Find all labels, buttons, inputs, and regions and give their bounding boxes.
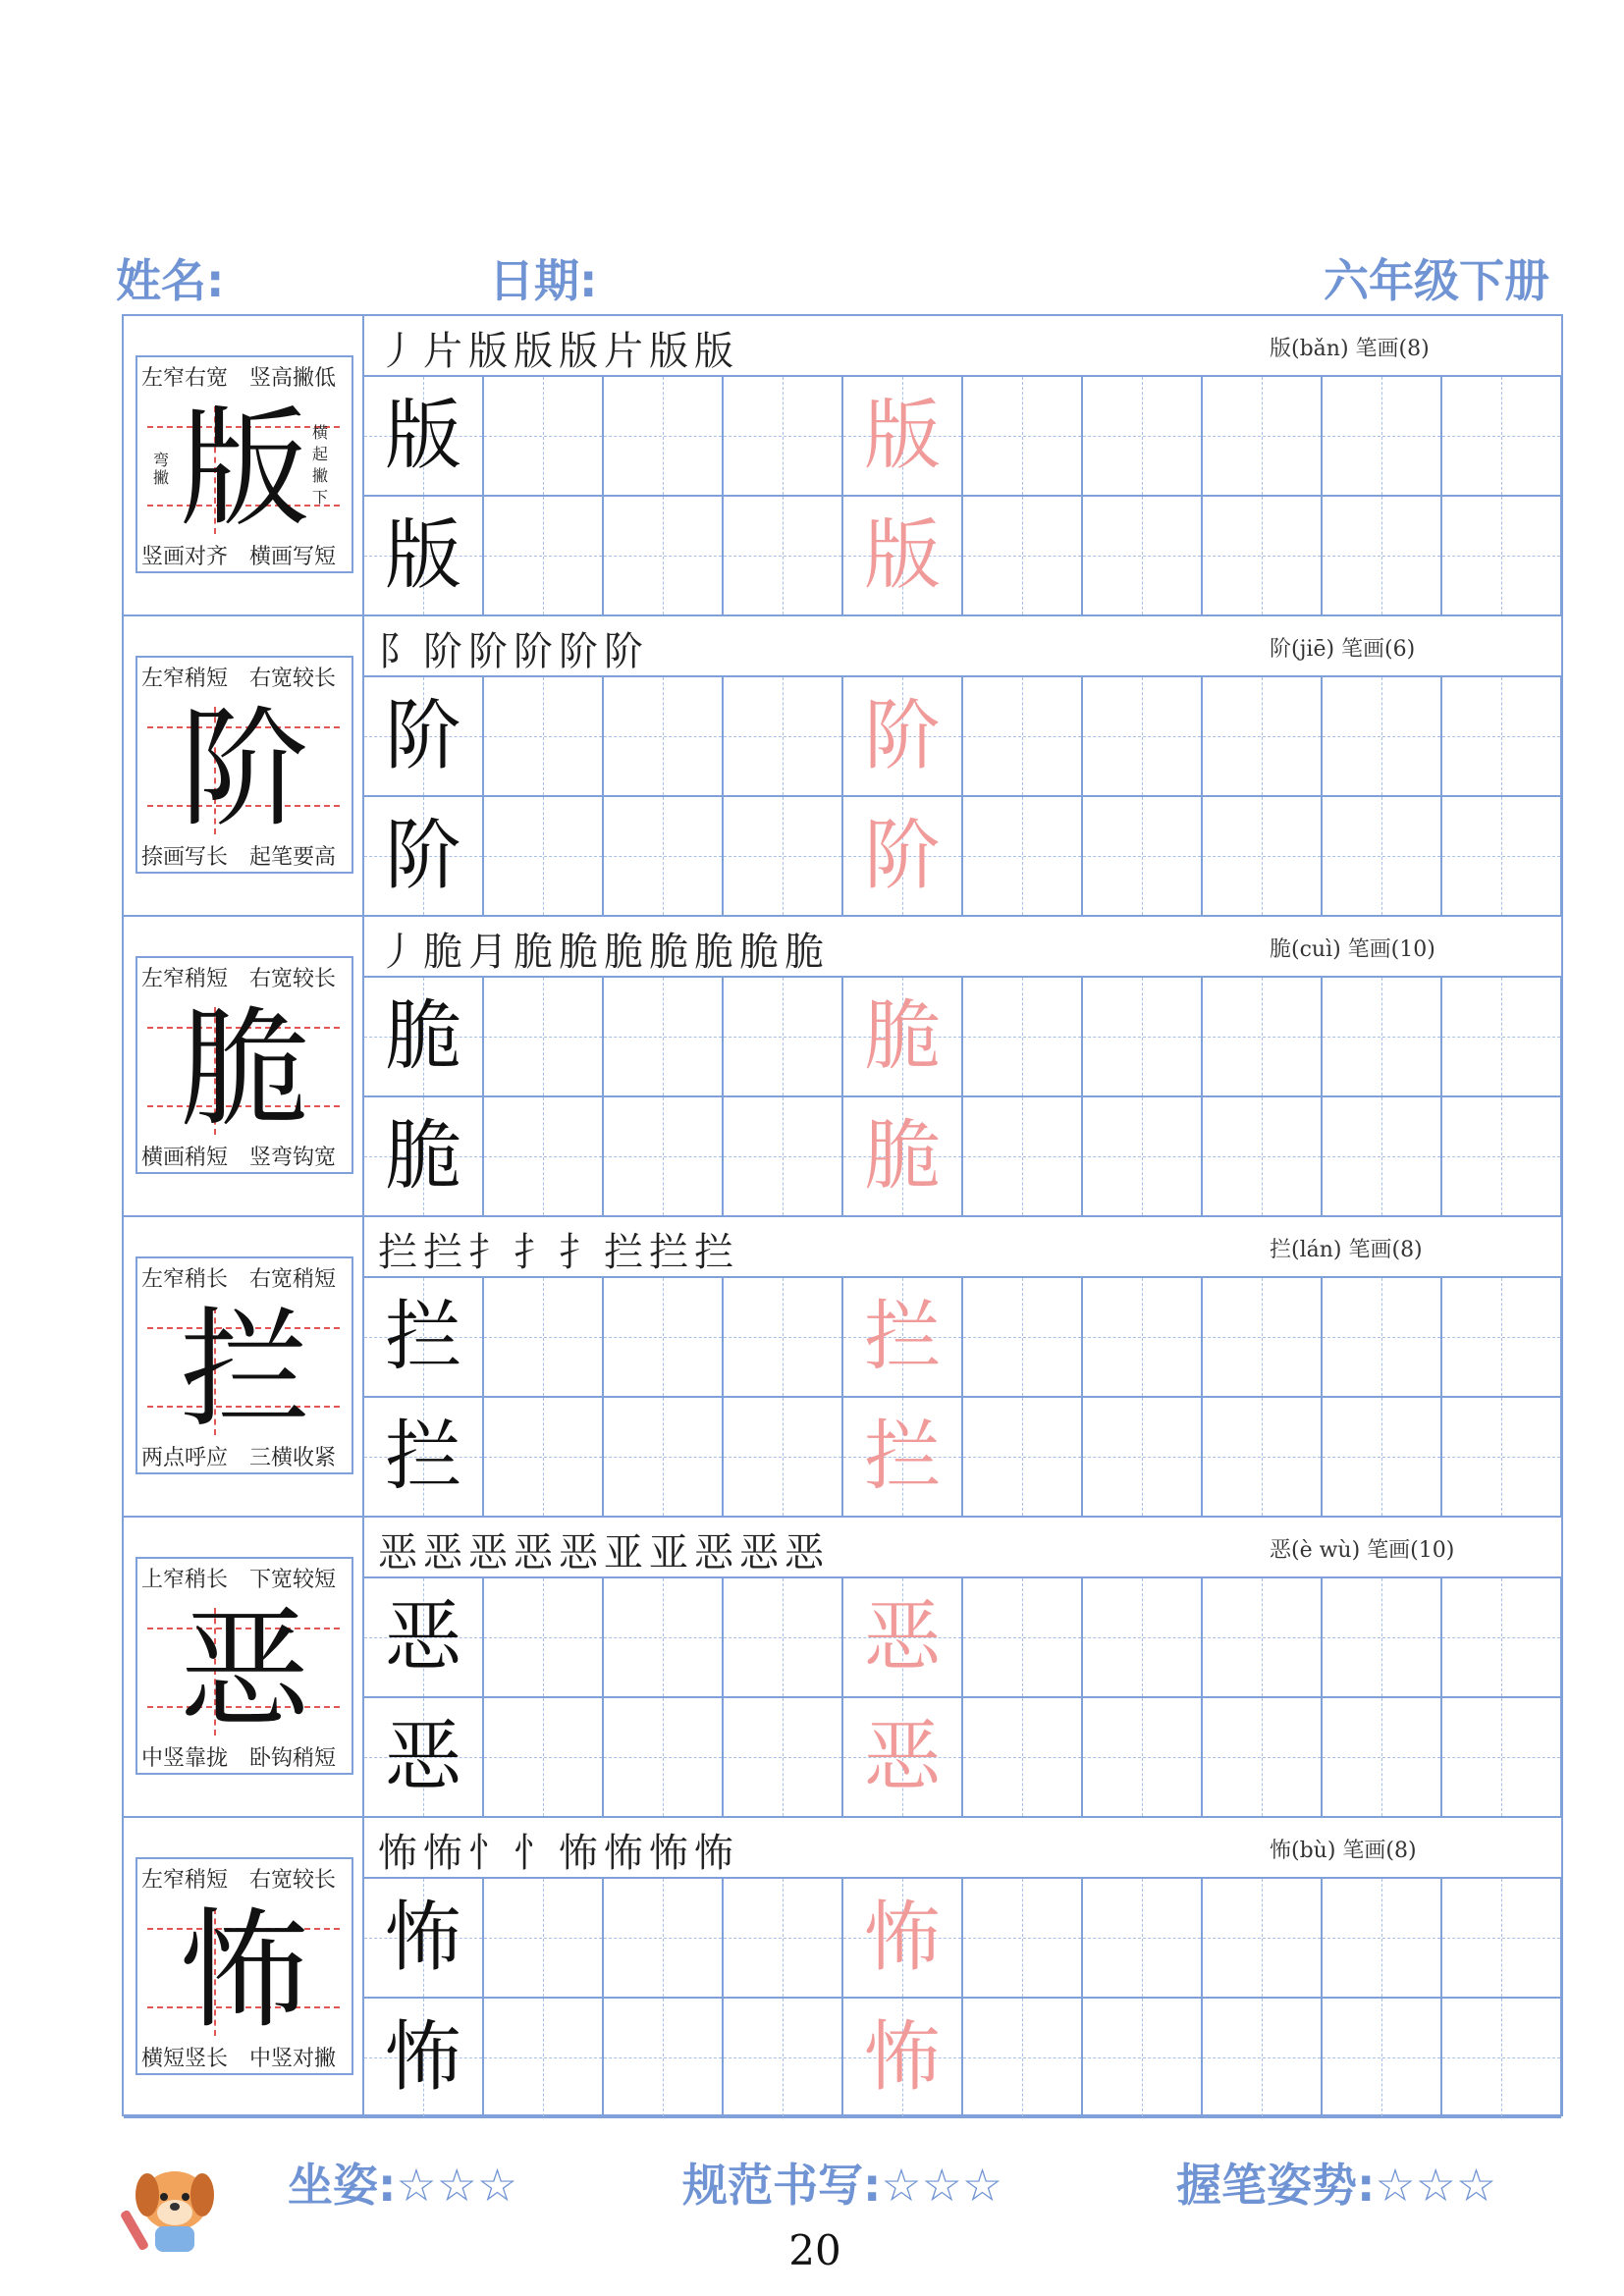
practice-cell[interactable]: [1323, 978, 1442, 1095]
stroke-order-row: [364, 1217, 1561, 1278]
tip-bottom-left: 竖画对齐: [141, 545, 229, 569]
sample-character: 恶: [384, 1593, 461, 1682]
practice-cell[interactable]: [1442, 978, 1562, 1095]
practice-cell[interactable]: [1323, 377, 1442, 495]
practice-cell[interactable]: [963, 677, 1083, 795]
stroke-order-row: [364, 316, 1561, 377]
tip-bottom-left: 中竖靠拢: [141, 1746, 229, 1771]
tip-top-left: 左窄右宽: [141, 366, 229, 391]
practice-cell[interactable]: [364, 1999, 484, 2116]
tip-top-right: 下宽较短: [249, 1568, 337, 1592]
sample-character: 阶: [384, 692, 461, 780]
practice-cell[interactable]: [484, 1278, 604, 1396]
model-character: 版: [180, 394, 309, 545]
practice-cell[interactable]: [484, 1879, 604, 1997]
tip-panel: [124, 1217, 364, 1518]
practice-cell[interactable]: [484, 377, 604, 495]
practice-row: [364, 1698, 1561, 1818]
sample-character: 恶: [384, 1713, 461, 1801]
practice-cell[interactable]: [843, 1999, 963, 2116]
tip-bottom-right: 起笔要高: [249, 845, 337, 870]
practice-cell[interactable]: [484, 677, 604, 795]
practice-row: [364, 1999, 1561, 2118]
sitting-posture-label: [288, 2150, 517, 2215]
practice-cell[interactable]: [364, 1278, 484, 1396]
model-character: 怖: [180, 1896, 309, 2047]
side-note-left: 弯撇: [153, 451, 170, 487]
practice-cell[interactable]: [1442, 677, 1562, 795]
practice-cell[interactable]: [1083, 1097, 1203, 1215]
practice-cell[interactable]: [1442, 1578, 1562, 1696]
puppy-mascot-icon: [116, 2140, 232, 2258]
practice-cell[interactable]: [1323, 1999, 1442, 2116]
practice-cell[interactable]: [843, 1879, 963, 1997]
practice-cell[interactable]: [963, 797, 1083, 915]
practice-cell[interactable]: [1083, 797, 1203, 915]
page-number: 20: [788, 2226, 841, 2274]
writing-stars: ☆☆☆: [881, 2159, 1003, 2212]
practice-cell[interactable]: [1323, 797, 1442, 915]
character-block: [124, 316, 1561, 616]
practice-cell[interactable]: [604, 1278, 724, 1396]
practice-cell[interactable]: [1083, 1879, 1203, 1997]
practice-cell[interactable]: [843, 797, 963, 915]
practice-cell[interactable]: [843, 1097, 963, 1215]
practice-cell[interactable]: [1203, 677, 1323, 795]
character-block: [124, 1217, 1561, 1518]
practice-cell[interactable]: [364, 1578, 484, 1696]
practice-cell[interactable]: [1323, 497, 1442, 614]
tip-top-left: 左窄稍长: [141, 1267, 229, 1292]
trace-character: 脆: [863, 992, 941, 1081]
model-character: 拦: [180, 1295, 309, 1446]
practice-cell[interactable]: [843, 1398, 963, 1516]
practice-cell[interactable]: [843, 1578, 963, 1696]
character-info: 怖(bù) 笔画(8): [1270, 1839, 1417, 1863]
practice-row: [364, 797, 1561, 917]
practice-cell[interactable]: [724, 1879, 843, 1997]
tip-panel: [124, 1818, 364, 2118]
trace-character: 阶: [863, 692, 941, 780]
trace-character: 怖: [863, 2013, 941, 2102]
tip-panel: [124, 1518, 364, 1818]
pen-grip-label: [1176, 2150, 1496, 2215]
practice-cell[interactable]: [364, 1097, 484, 1215]
tip-bottom-right: 三横收紧: [249, 1446, 337, 1470]
practice-cell[interactable]: [364, 677, 484, 795]
stroke-sequence: 拦拦扌扌扌拦拦拦: [378, 1230, 739, 1275]
practice-cell[interactable]: [484, 1999, 604, 2116]
practice-cell[interactable]: [963, 978, 1083, 1095]
grip-stars: ☆☆☆: [1375, 2159, 1497, 2212]
practice-row: [364, 377, 1561, 497]
practice-cell[interactable]: [604, 677, 724, 795]
practice-cell[interactable]: [1083, 677, 1203, 795]
practice-row: [364, 1278, 1561, 1398]
practice-cell[interactable]: [724, 1578, 843, 1696]
practice-cell[interactable]: [364, 497, 484, 614]
practice-cell[interactable]: [1442, 497, 1562, 614]
practice-cell[interactable]: [1083, 1999, 1203, 2116]
practice-cell[interactable]: [1323, 1278, 1442, 1396]
trace-character: 恶: [863, 1713, 941, 1801]
practice-cell[interactable]: [963, 1999, 1083, 2116]
sample-character: 拦: [384, 1413, 461, 1501]
character-info: 拦(lán) 笔画(8): [1270, 1238, 1423, 1262]
practice-cell[interactable]: [724, 978, 843, 1095]
practice-cell[interactable]: [724, 797, 843, 915]
practice-cell[interactable]: [724, 377, 843, 495]
practice-row: [364, 1578, 1561, 1698]
sample-character: 阶: [384, 812, 461, 900]
practice-cell[interactable]: [364, 1398, 484, 1516]
sample-character: 拦: [384, 1293, 461, 1381]
practice-cell[interactable]: [963, 1578, 1083, 1696]
practice-row: [364, 1879, 1561, 1999]
practice-cell[interactable]: [604, 797, 724, 915]
practice-cell[interactable]: [724, 1278, 843, 1396]
model-character-box: [135, 1857, 353, 2075]
sample-character: 怖: [384, 2013, 461, 2102]
stroke-order-row: [364, 1818, 1561, 1879]
grade-label: 六年级下册: [1324, 254, 1549, 307]
practice-cell[interactable]: [1323, 677, 1442, 795]
practice-row: [364, 978, 1561, 1097]
practice-cell[interactable]: [724, 1698, 843, 1816]
practice-cell[interactable]: [1083, 1278, 1203, 1396]
name-label: 姓名:: [116, 254, 225, 307]
practice-cell[interactable]: [364, 978, 484, 1095]
practice-cell[interactable]: [604, 1999, 724, 2116]
model-character-box: [135, 1256, 353, 1474]
practice-cell[interactable]: [1442, 1278, 1562, 1396]
practice-cell[interactable]: [364, 797, 484, 915]
tip-panel: [124, 917, 364, 1217]
practice-cell[interactable]: [604, 497, 724, 614]
practice-cell[interactable]: [484, 497, 604, 614]
tip-top-right: 右宽稍短: [249, 1267, 337, 1292]
practice-cell[interactable]: [1203, 1398, 1323, 1516]
trace-character: 版: [863, 511, 941, 600]
practice-cell[interactable]: [604, 1097, 724, 1215]
sample-character: 怖: [384, 1894, 461, 1982]
practice-cell[interactable]: [843, 978, 963, 1095]
practice-cell[interactable]: [604, 1578, 724, 1696]
model-character-box: [135, 355, 353, 573]
model-character-box: [135, 1557, 353, 1775]
practice-cell[interactable]: [604, 1879, 724, 1997]
practice-cell[interactable]: [724, 497, 843, 614]
practice-cell[interactable]: [364, 1698, 484, 1816]
practice-cell[interactable]: [1203, 797, 1323, 915]
tip-bottom-right: 中竖对撇: [249, 2047, 337, 2071]
character-info: 恶(è wù) 笔画(10): [1270, 1538, 1455, 1563]
practice-cell[interactable]: [1442, 1398, 1562, 1516]
tip-top-left: 上窄稍长: [141, 1568, 229, 1592]
sitting-posture-text: 坐姿:: [288, 2159, 397, 2212]
trace-character: 恶: [863, 1593, 941, 1682]
tip-top-left: 左窄稍短: [141, 667, 229, 691]
practice-cell[interactable]: [484, 978, 604, 1095]
character-info: 版(bǎn) 笔画(8): [1270, 337, 1430, 361]
practice-cell[interactable]: [1442, 377, 1562, 495]
practice-cell[interactable]: [724, 677, 843, 795]
stroke-sequence: 恶恶恶恶恶亚亚恶恶恶: [378, 1530, 830, 1575]
standard-writing-label: [682, 2150, 1002, 2215]
tip-top-left: 左窄稍短: [141, 967, 229, 991]
tip-bottom-right: 竖弯钩宽: [249, 1146, 337, 1170]
character-info: 阶(jiē) 笔画(6): [1270, 637, 1416, 662]
practice-cell[interactable]: [724, 1398, 843, 1516]
practice-cell[interactable]: [484, 1398, 604, 1516]
side-note-right: 横起撇下: [312, 423, 329, 507]
stroke-sequence: 丿片版版版片版版: [378, 329, 739, 374]
practice-cell[interactable]: [1203, 1698, 1323, 1816]
model-character: 恶: [180, 1595, 309, 1746]
practice-cell[interactable]: [843, 1278, 963, 1396]
practice-cell[interactable]: [604, 1398, 724, 1516]
practice-cell[interactable]: [484, 1698, 604, 1816]
practice-row: [364, 497, 1561, 616]
practice-row: [364, 1097, 1561, 1217]
tip-bottom-left: 捺画写长: [141, 845, 229, 870]
stroke-sequence: 丿脆月脆脆脆脆脆脆脆: [378, 930, 830, 975]
practice-cell[interactable]: [724, 1097, 843, 1215]
practice-cell[interactable]: [843, 497, 963, 614]
worksheet-grid: [122, 314, 1563, 2116]
practice-cell[interactable]: [1323, 1879, 1442, 1997]
stroke-sequence: 阝阶阶阶阶阶: [378, 629, 649, 674]
tip-panel: [124, 316, 364, 616]
stroke-order-row: [364, 1518, 1561, 1578]
practice-cell[interactable]: [364, 1879, 484, 1997]
practice-cell[interactable]: [963, 1097, 1083, 1215]
practice-cell[interactable]: [1203, 1278, 1323, 1396]
model-character-box: [135, 956, 353, 1174]
practice-cell[interactable]: [963, 1278, 1083, 1396]
practice-cell[interactable]: [1083, 1578, 1203, 1696]
practice-row: [364, 1398, 1561, 1518]
practice-cell[interactable]: [1083, 1698, 1203, 1816]
practice-cell[interactable]: [1203, 1999, 1323, 2116]
character-block: [124, 1818, 1561, 2118]
trace-character: 拦: [863, 1413, 941, 1501]
trace-character: 阶: [863, 812, 941, 900]
practice-row: [364, 677, 1561, 797]
pen-grip-text: 握笔姿势:: [1176, 2159, 1376, 2212]
practice-cell[interactable]: [963, 497, 1083, 614]
trace-character: 版: [863, 392, 941, 480]
tip-bottom-left: 横短竖长: [141, 2047, 229, 2071]
character-block: [124, 917, 1561, 1217]
practice-cell[interactable]: [484, 1578, 604, 1696]
stroke-order-row: [364, 616, 1561, 677]
character-block: [124, 616, 1561, 917]
practice-cell[interactable]: [843, 1698, 963, 1816]
model-character: 阶: [180, 694, 309, 845]
practice-cell[interactable]: [1203, 377, 1323, 495]
practice-cell[interactable]: [843, 677, 963, 795]
tip-bottom-right: 卧钩稍短: [249, 1746, 337, 1771]
practice-cell[interactable]: [1203, 1879, 1323, 1997]
character-info: 脆(cuì) 笔画(10): [1270, 937, 1435, 962]
stroke-order-row: [364, 917, 1561, 978]
tip-bottom-right: 横画写短: [249, 545, 337, 569]
tip-panel: [124, 616, 364, 917]
practice-cell[interactable]: [1203, 1578, 1323, 1696]
practice-cell[interactable]: [963, 1698, 1083, 1816]
sample-character: 脆: [384, 1112, 461, 1201]
practice-cell[interactable]: [1442, 1698, 1562, 1816]
practice-cell[interactable]: [1203, 497, 1323, 614]
tip-top-right: 右宽较长: [249, 967, 337, 991]
model-character-box: [135, 656, 353, 874]
tip-top-left: 左窄稍短: [141, 1868, 229, 1893]
sample-character: 脆: [384, 992, 461, 1081]
practice-cell[interactable]: [1323, 1097, 1442, 1215]
tip-top-right: 右宽较长: [249, 667, 337, 691]
date-label: 日期:: [489, 254, 598, 307]
practice-cell[interactable]: [1442, 1879, 1562, 1997]
practice-cell[interactable]: [604, 978, 724, 1095]
character-block: [124, 1518, 1561, 1818]
tip-bottom-left: 横画稍短: [141, 1146, 229, 1170]
trace-character: 怖: [863, 1894, 941, 1982]
practice-cell[interactable]: [963, 1879, 1083, 1997]
practice-cell[interactable]: [364, 377, 484, 495]
practice-cell[interactable]: [1083, 497, 1203, 614]
practice-cell[interactable]: [484, 1097, 604, 1215]
practice-cell[interactable]: [1323, 1698, 1442, 1816]
standard-writing-text: 规范书写:: [682, 2159, 882, 2212]
practice-cell[interactable]: [963, 377, 1083, 495]
trace-character: 拦: [863, 1293, 941, 1381]
practice-cell[interactable]: [604, 1698, 724, 1816]
trace-character: 脆: [863, 1112, 941, 1201]
tip-top-right: 右宽较长: [249, 1868, 337, 1893]
practice-cell[interactable]: [1442, 1097, 1562, 1215]
practice-cell[interactable]: [484, 797, 604, 915]
practice-cell[interactable]: [1323, 1578, 1442, 1696]
practice-cell[interactable]: [1203, 978, 1323, 1095]
model-character: 脆: [180, 994, 309, 1146]
practice-cell[interactable]: [724, 1999, 843, 2116]
stroke-sequence: 怖怖忄忄怖怖怖怖: [378, 1831, 739, 1876]
practice-cell[interactable]: [1083, 978, 1203, 1095]
practice-cell[interactable]: [963, 1398, 1083, 1516]
sitting-stars: ☆☆☆: [396, 2159, 518, 2212]
sample-character: 版: [384, 392, 461, 480]
practice-cell[interactable]: [604, 377, 724, 495]
practice-cell[interactable]: [1083, 1398, 1203, 1516]
practice-cell[interactable]: [1083, 377, 1203, 495]
practice-cell[interactable]: [1442, 797, 1562, 915]
tip-bottom-left: 两点呼应: [141, 1446, 229, 1470]
practice-cell[interactable]: [1203, 1097, 1323, 1215]
sample-character: 版: [384, 511, 461, 600]
practice-cell[interactable]: [1323, 1398, 1442, 1516]
tip-top-right: 竖高撇低: [249, 366, 337, 391]
practice-cell[interactable]: [843, 377, 963, 495]
practice-cell[interactable]: [1442, 1999, 1562, 2116]
